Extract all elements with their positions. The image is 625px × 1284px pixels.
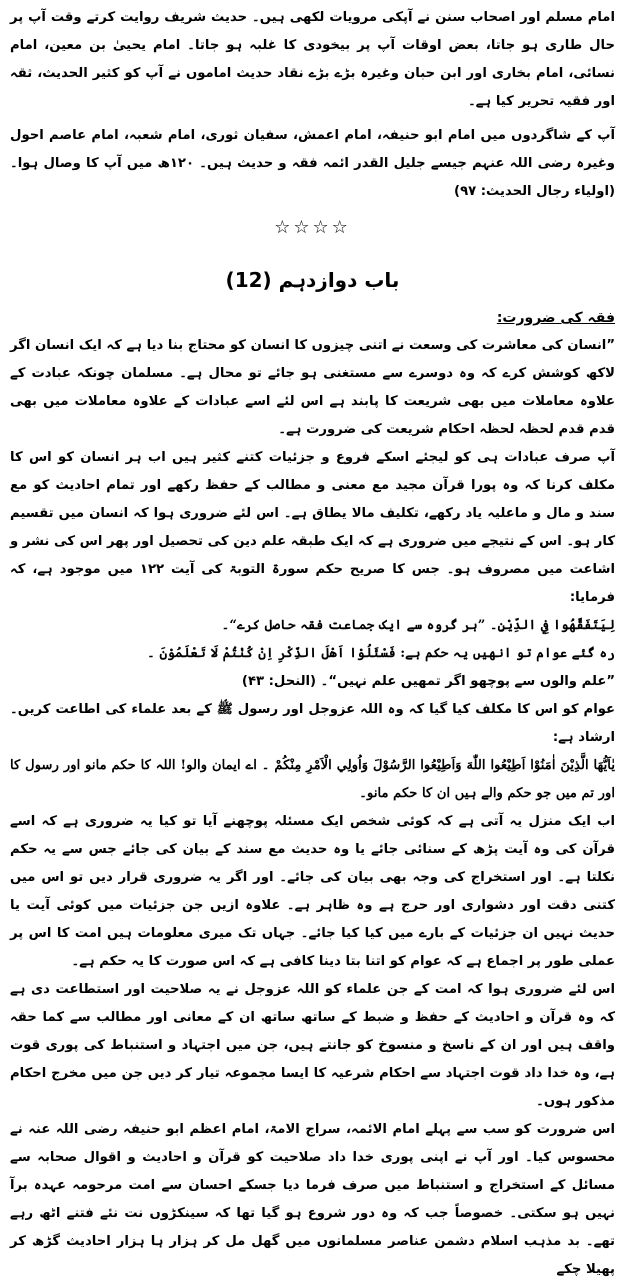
ayah-obedience: يٰاَيُّهَا الَّذِيْنَ اٰمَنُوْا اَطِيْعُوا اللّٰهَ وَاَطِيْعُوا الرَّسُوْلَ وَاُولِي الْاَمْرِ مِنْكُمْ ۔ اے ایمان والو! اللہ کا حکم مانو اور رسول کا اور تم میں جو حکم والے ہیں ان کا حکم مانو۔ [10,758,615,801]
ayah-tafaqquh: لِيَتَفَقَّهُوا فِي الدِّيْنِ۔ ”ہر گروہ سے ایک جماعت فقہ حاصل کرے“۔ [221,618,615,633]
paragraph-2: آپ صرف عبادات ہی کو لیجئے اسکے فروع و جزئیات کتنے کثیر ہیں اب ہر انسان کو اس کا مکلف کرنا کہ وہ پورا قرآن مجید مع معنی و مطالب کے حفظ رکھے اور تمام احادیث کو مع سند و مال و ماعلیہ یاد رکھے، تکلیف مالا یطاق ہے۔ اس لئے ضروری ہوا کہ انسان میں تقسیم کار ہو۔ اس کے نتیجے میں ضروری ہے کہ ایک طبقہ علم دین کی تحصیل اور پھر اس کی نشر و اشاعت میں مصروف ہو۔ جس کا صریح حکم سورۃ التوبۃ کی آیت ۱۲۲ میں موجود ہے، کہ فرمایا: [10,450,615,605]
intro-paragraph: امام مسلم اور اصحاب سنن نے آپکی مرویات لکھی ہیں۔ حدیث شریف روایت کرتے وقت آپ پر حال طاری ہو جاتا، بعض اوقات آپ پر بیخودی کا غلبہ ہو جاتا۔ امام یحییٰ بن معین، امام نسائی، امام بخاری اور ابن حبان وغیرہ بڑے بڑے نقاد حدیث اماموں نے آپ کو کثیر الحدیث، ثقہ اور فقیہ تحریر کیا ہے۔ [10,10,615,109]
paragraph-3: اب ایک منزل یہ آتی ہے کہ کوئی شخص ایک مسئلہ پوچھنے آیا تو کیا یہ ضروری ہے کہ اسے قرآن کی وہ آیت پڑھ کے سنائی جائے یا وہ حدیث مع سند کے بیان کی جائے جس سے یہ حکم نکلتا ہے۔ اور استخراج کی وجہ بھی بیان کی جائے۔ اور اگر یہ ضروری قرار دیں تو اس میں کتنی دقت اور دشواری اور حرج ہے وہ ظاہر ہے۔ علاوہ ازیں جن جزئیات میں کوئی آیت یا حدیث نہیں ان جزئیات کے بارے میں کیا کیا جائے۔ جہاں تک میری معلومات ہیں امت کا اس پر عملی طور پر اجماع ہے کہ عوام کو اتنا بتا دینا کافی ہے کہ اس صورت کا یہ حکم ہے۔ [10,814,615,969]
students-paragraph: آپ کے شاگردوں میں امام ابو حنیفہ، امام اعمش، سفیان ثوری، امام شعبہ، امام عاصم احول وغیرہ رضی اللہ عنہم جیسے جلیل القدر ائمہ فقہ و حدیث ہیں۔ ۱۲۰ھ میں آپ کا وصال ہوا۔ (اولیاء رجال الحدیث: ۹۷) [10,128,615,199]
chapter-title: باب دوازدہم (12) [225,268,400,292]
paragraph-4: اس لئے ضروری ہوا کہ امت کے جن علماء کو اللہ عزوجل نے یہ صلاحیت اور استطاعت دی ہے کہ وہ قرآن و احادیث کے حفظ و ضبط کے ساتھ ساتھ ان کے معانی اور مطالب سے کما حقہ واقف ہیں اور ان کے ناسخ و منسوخ کو جانتے ہیں، جن میں اجتہاد و استنباط کی پوری قوت ہے، وہ خدا داد قوت اجتہاد سے احکام شرعیہ کا ایسا مجموعہ تیار کر دیں جن میں مخرج احکام مذکور ہوں۔ [10,982,615,1109]
section-separator-stars: ☆☆☆☆ [274,217,351,238]
ayah-ahl-al-dhikr: رہ گئے عوام تو انھیں یہ حکم ہے: فَسْئَلُوْا اَهْلَ الذِّكْرِ اِنْ كُنْتُمْ لَا تَعْلَمُوْنَ ۔ [147,646,615,661]
paragraph-5: اس ضرورت کو سب سے پہلے امام الائمہ، سراج الامۃ، امام اعظم ابو حنیفہ رضی اللہ عنہ نے محسوس کیا۔ اور آپ نے اپنی پوری خدا داد صلاحیت کو قرآن و احادیث و اقوال صحابہ سے مسائل کے استخراج و استنباط میں صرف فرما دیا جسکے احسان سے امت مرحومہ عہدہ برآ نہیں ہو سکتی۔ خصوصاً جب کہ وہ دور شروع ہو گیا تھا کہ سینکڑوں نت نئے فتنے اٹھ رہے تھے۔ بد مذہب اسلام دشمن عناصر مسلمانوں میں گھل مل کر ہزار ہا ہزار احادیث گڑھ کر پھیلا چکے [10,1122,615,1277]
section-heading: فقہ کی ضرورت: [496,310,615,326]
ayah-translation: ”علم والوں سے پوچھو اگر تمھیں علم نہیں“۔ (النحل: ۴۳) [241,674,615,689]
paragraph-1: ”انسان کی معاشرت کی وسعت نے اتنی چیزوں کا انسان کو محتاج بنا دیا ہے کہ ایک انسان اگر لاکھ کوشش کرے کہ وہ دوسرے سے مستغنی ہو جائے تو محال ہے۔ مسلمان چونکہ عبادت کے علاوہ معاملات میں بھی شریعت کا پابند ہے اس لئے اسے عبادات کے علاوہ معاملات میں بھی قدم قدم لحظہ لحظہ احکام شریعت کی ضرورت ہے۔ [10,338,615,437]
paragraph-obedience: عوام کو اس کا مکلف کیا گیا کہ وہ اللہ عزوجل اور رسول ﷺ کے بعد علماء کی اطاعت کریں۔ ارشاد ہے: [10,702,615,745]
